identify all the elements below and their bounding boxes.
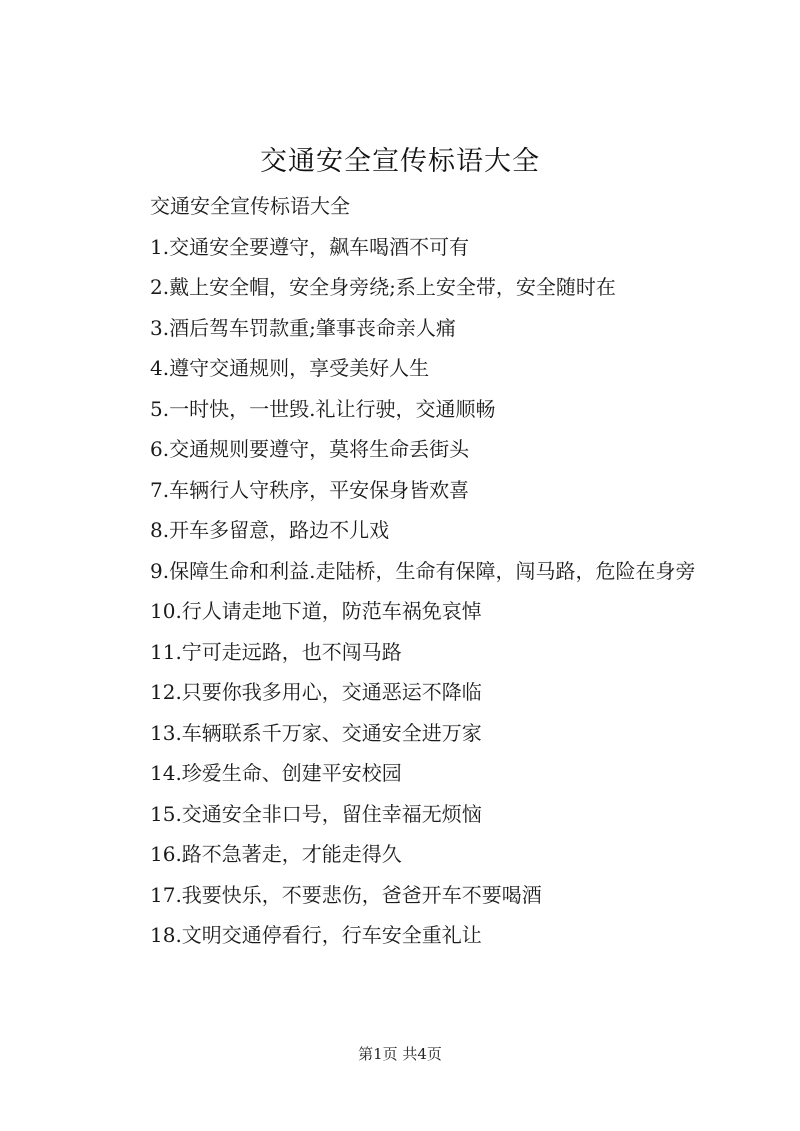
- slogan-item: 13.车辆联系千万家、交通安全进万家: [150, 720, 482, 745]
- page-number-label: 第1页 共4页: [358, 1045, 442, 1063]
- slogan-item: 15.交通安全非口号，留住幸福无烦恼: [150, 801, 482, 826]
- slogan-item: 10.行人请走地下道，防范车祸免哀悼: [150, 599, 482, 623]
- slogan-item: 17.我要快乐，不要悲伤，爸爸开车不要喝酒: [150, 882, 542, 907]
- slogan-item: 11.宁可走远路，也不闯马路: [150, 639, 402, 664]
- slogan-item: 1.交通安全要遵守，飙车喝酒不可有: [150, 234, 470, 259]
- slogan-item: 18.文明交通停看行，行车安全重礼让: [150, 923, 482, 947]
- page-footer: [0, 1043, 800, 1065]
- slogan-item: 4.遵守交通规则，享受美好人生: [150, 356, 430, 380]
- paragraph-intro: 交通安全宣传标语大全: [150, 194, 350, 218]
- slogan-item: 7.车辆行人守秩序，平安保身皆欢喜: [150, 477, 470, 502]
- slogan-item: 3.酒后驾车罚款重;肇事丧命亲人痛: [150, 315, 456, 340]
- slogan-item: 5.一时快，一世毁.礼让行驶，交通顺畅: [150, 396, 496, 421]
- slogan-item: 2.戴上安全帽，安全身旁绕;系上安全带，安全随时在: [150, 275, 616, 299]
- slogan-item: 8.开车多留意，路边不儿戏: [150, 518, 390, 542]
- slogan-item: 14.珍爱生命、创建平安校园: [150, 761, 402, 785]
- document-title: 交通安全宣传标语大全: [260, 146, 540, 177]
- slogan-item: 6.交通规则要遵守，莫将生命丢街头: [150, 437, 470, 461]
- slogan-item: 16.路不急著走，才能走得久: [150, 842, 402, 866]
- document-body: [108, 186, 708, 956]
- slogan-item: 12.只要你我多用心，交通恶运不降临: [150, 680, 482, 704]
- slogan-item: 9.保障生命和利益.走陆桥，生命有保障，闯马路，危险在身旁: [150, 558, 696, 583]
